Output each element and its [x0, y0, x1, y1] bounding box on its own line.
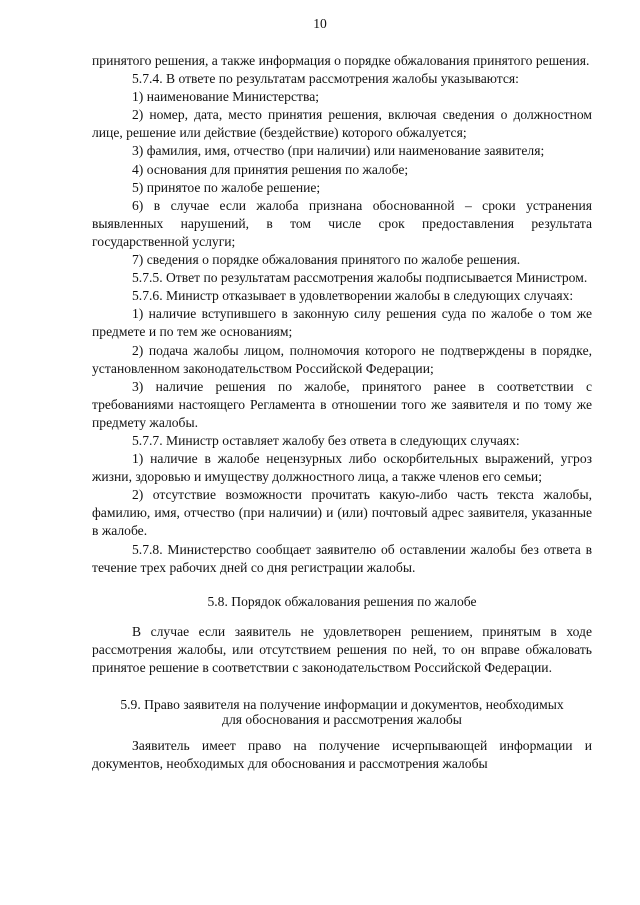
section-text-5-9: Заявитель имеет право на получение исчерпывающей информации и документов, необходимых для обоснования и рассмотрения жалобы — [92, 738, 592, 772]
list-item: 2) отсутствие возможности прочитать какую-либо часть текста жалобы, фамилию, имя, отчество (при наличии) и (или) почтовый адрес заявителя, указанные в жалобе. — [92, 487, 592, 539]
paragraph-5-7-4: 5.7.4. В ответе по результатам рассмотрения жалобы указываются: — [132, 71, 519, 87]
paragraph-5-7-8: 5.7.8. Министерство сообщает заявителю об оставлении жалобы без ответа в течение трех рабочих дней со дня регистрации жалобы. — [92, 541, 592, 575]
list-item: 3) фамилия, имя, отчество (при наличии) или наименование заявителя; — [132, 143, 545, 159]
list-item: 1) наличие вступившего в законную силу решения суда по жалобе о том же предмете и по тем же основаниям; — [92, 306, 592, 340]
list-item: 6) в случае если жалоба признана обоснованной – сроки устранения выявленных нарушений, в том числе срок предоставления результата государственной услуги; — [92, 197, 592, 249]
paragraph-5-7-7: 5.7.7. Министр оставляет жалобу без ответа в следующих случаях: — [132, 432, 520, 448]
list-item: 5) принятое по жалобе решение; — [132, 179, 321, 195]
section-heading-5-9-line1: 5.9. Право заявителя на получение информации и документов, необходимых — [120, 697, 564, 713]
paragraph-5-7-5: 5.7.5. Ответ по результатам рассмотрения жалобы подписывается Министром. — [132, 270, 588, 286]
page-number: 10 — [313, 16, 327, 31]
paragraph-continuation: принятого решения, а также информация о порядке обжалования принятого решения. — [92, 53, 590, 68]
section-heading-5-8: 5.8. Порядок обжалования решения по жалобе — [207, 593, 477, 609]
section-text-5-8: В случае если заявитель не удовлетворен решением, принятым в ходе рассмотрения жалобы, или отсутствием решения по ней, то он вправе обжаловать принятое решение в соответствии с законодательством Российской Федерации. — [92, 623, 592, 675]
paragraph-5-7-6: 5.7.6. Министр отказывает в удовлетворении жалобы в следующих случаях: — [132, 288, 574, 304]
list-item: 1) наименование Министерства; — [132, 89, 320, 105]
document-body — [92, 52, 592, 773]
section-heading-5-9 — [92, 697, 592, 727]
list-item: 2) номер, дата, место принятия решения, включая сведения о должностном лице, решение или действие (бездействие) которого обжалуется; — [92, 107, 592, 141]
list-item: 4) основания для принятия решения по жалобе; — [132, 161, 409, 177]
list-item: 1) наличие в жалобе нецензурных либо оскорбительных выражений, угроз жизни, здоровью и имуществу должностного лица, а также членов его семьи; — [92, 451, 592, 485]
section-heading-5-9-line2: для обоснования и рассмотрения жалобы — [222, 712, 462, 728]
list-item: 7) сведения о порядке обжалования принятого по жалобе решения. — [132, 252, 521, 268]
list-item: 2) подача жалобы лицом, полномочия которого не подтверждены в порядке, установленном законодательством Российской Федерации; — [92, 342, 592, 376]
list-item: 3) наличие решения по жалобе, принятого ранее в соответствии с требованиями настоящего Регламента в отношении того же заявителя и по тому же предмету жалобы. — [92, 378, 592, 430]
